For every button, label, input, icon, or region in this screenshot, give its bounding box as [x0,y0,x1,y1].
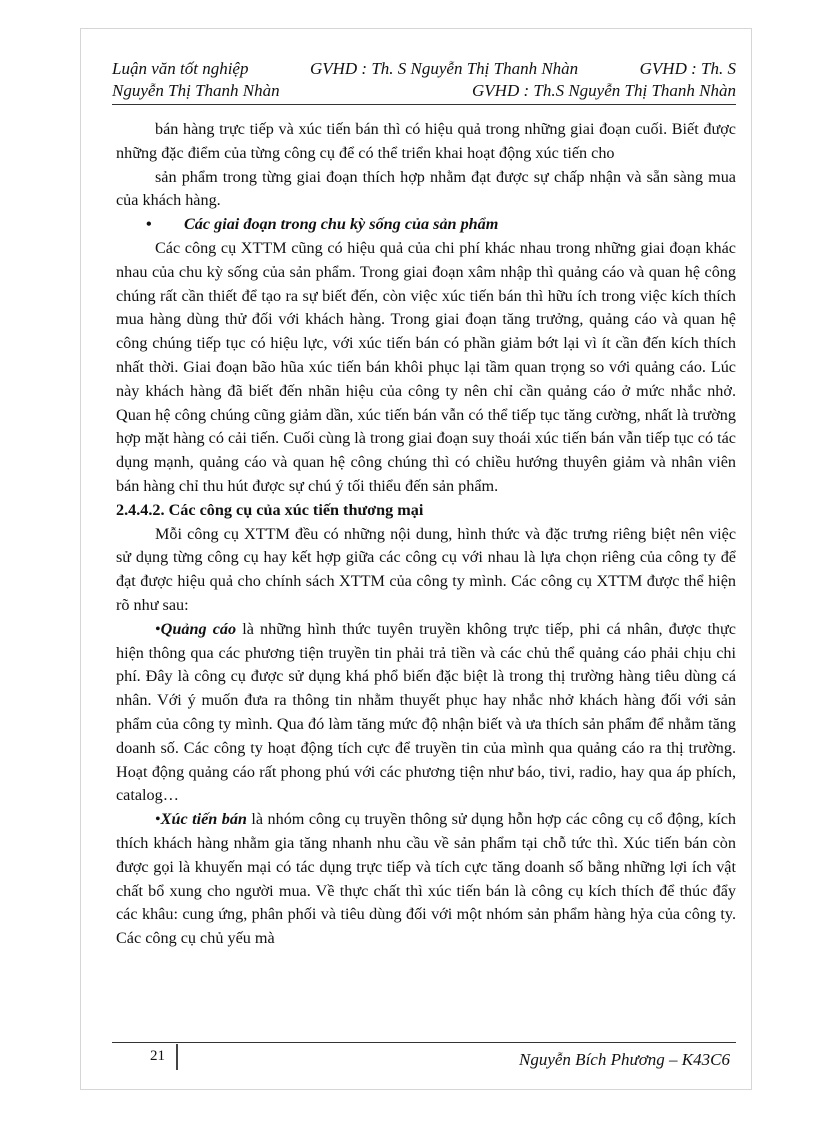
page-header [112,58,736,102]
paragraph-3: Các công cụ XTTM cũng có hiệu quả của chi phí khác nhau trong những giai đoạn khác nhau của chu kỳ sống của sản phẩm. Trong giai đoạn xâm nhập thì quảng cáo và quan hệ công chúng rất cần thiết để tạo ra sự biết đến, còn việc xúc tiến bán thì hữu ích trong việc kích thích mua hàng dùng thử đối với khách hàng. Trong giai đoạn tăng trưởng, quảng cáo và quan hệ công chúng tiếp tục có hiệu lực, với xúc tiến bán có phần giảm bớt lại vì ít cần đến kích thích nhất thời. Giai đoạn bão hũa xúc tiến bán khôi phục lại tầm quan trọng so với quảng cáo. Lúc này khách hàng đã biết đến nhãn hiệu của công ty nên chỉ cần quảng cáo ở mức nhắc nhở. Quan hệ công chúng cũng giảm dần, xúc tiến bán vẫn có thể tiếp tục tăng cường, nhất là trường hợp mặt hàng có cải tiến. Cuối cùng là trong giai đoạn suy thoái xúc tiến bán vẫn tiếp tục có tác dụng mạnh, quảng cáo và quan hệ công chúng thì có chiều hướng thuyên giảm và nhân viên bán hàng chỉ thu hút được sự chú ý tối thiểu đến sản phẩm. [116,238,736,495]
heading-lifecycle-text: Các giai đoạn trong chu kỳ sống của sản phẩm [184,215,499,234]
header-advisor-repeat: GVHD : Th. S [639,59,736,78]
page-body [116,118,736,951]
paragraph-4: Mỗi công cụ XTTM đều có những nội dung, hình thức và đặc trưng riêng biệt nên việc sử dụng từng công cụ hay kết hợp giữa các công cụ với nhau là lựa chọn riêng của công ty để đạt được hiệu quả cho chính sách XTTM của công ty mình. Các công cụ XTTM được thể hiện rõ như sau: [116,524,736,614]
paragraph-advertising [116,618,736,808]
footer-divider [176,1044,178,1070]
header-thesis-label: Luận văn tốt nghiệp [112,59,249,78]
paragraph-1: bán hàng trực tiếp và xúc tiến bán thì có hiệu quả trong những giai đoạn cuối. Biết được những đặc điểm của từng công cụ để có thể triển khai hoạt động xúc tiến cho [116,120,736,162]
header-line-1 [112,58,736,80]
footer-rule [112,1042,736,1043]
paragraph-sales-promotion [116,808,736,951]
header-advisor-repeat-2: GVHD : Th.S Nguyễn Thị Thanh Nhàn [472,81,736,100]
advertising-text: là những hình thức tuyên truyền không trực tiếp, phi cá nhân, được thực hiện thông qua các phương tiện truyền tin phải trả tiền và các chủ thể quảng cáo phải chịu chi phí. Đây là công cụ được sử dụng khá phổ biến đặc biệt là trong thị trường hàng tiêu dùng cá nhân. Với ý muốn đưa ra thông tin nhằm thuyết phục hay nhắc nhở khách hàng đối với sản phẩm của công ty mình. Qua đó làm tăng mức độ nhận biết và ưa thích sản phẩm để nhằm tăng doanh số. Các công ty hoạt động tích cực để truyền tin của mình qua quảng cáo ra thị trường. Hoạt động quảng cáo rất phong phú với các phương tiện như báo, tivi, radio, hay qua áp phích, catalog… [116,619,736,805]
header-line-2 [112,80,736,102]
bullet-heading-lifecycle [116,213,736,237]
section-title: 2.4.4.2. Các công cụ của xúc tiến thương mại [116,500,424,519]
bullet-icon: • [155,619,161,638]
term-sales-promotion: Xúc tiến bán [160,810,247,829]
header-advisor: GVHD : Th. S Nguyễn Thị Thanh Nhàn [309,59,579,78]
paragraph-2: sản phẩm trong từng giai đoạn thích hợp nhằm đạt được sự chấp nhận và sẵn sàng mua của khách hàng. [116,167,736,210]
footer-author: Nguyễn Bích Phương – K43C6 [519,1050,730,1069]
term-advertising: Quảng cáo [160,619,237,638]
header-rule [112,104,736,105]
bullet-icon: • [146,215,152,234]
header-advisor-name: Nguyễn Thị Thanh Nhàn [112,81,280,100]
bullet-icon: • [155,810,161,829]
page-number: 21 [150,1048,165,1064]
sales-promotion-text: là nhóm công cụ truyền thông sử dụng hỗn hợp các công cụ cổ động, kích thích khách hàng nhằm gia tăng nhanh nhu cầu về sản phẩm tại chỗ tức thì. Xúc tiến bán còn được gọi là khuyến mại có tác dụng trực tiếp và tích cực tăng doanh số bằng những lợi ích vật chất bổ xung cho người mua. Về thực chất thì xúc tiến bán là công cụ kích thích để thúc đẩy các khâu: cung ứng, phân phối và tiêu dùng đối với một nhóm sản phẩm hàng hỷa của công ty. Các công cụ chủ yếu mà [116,810,737,948]
